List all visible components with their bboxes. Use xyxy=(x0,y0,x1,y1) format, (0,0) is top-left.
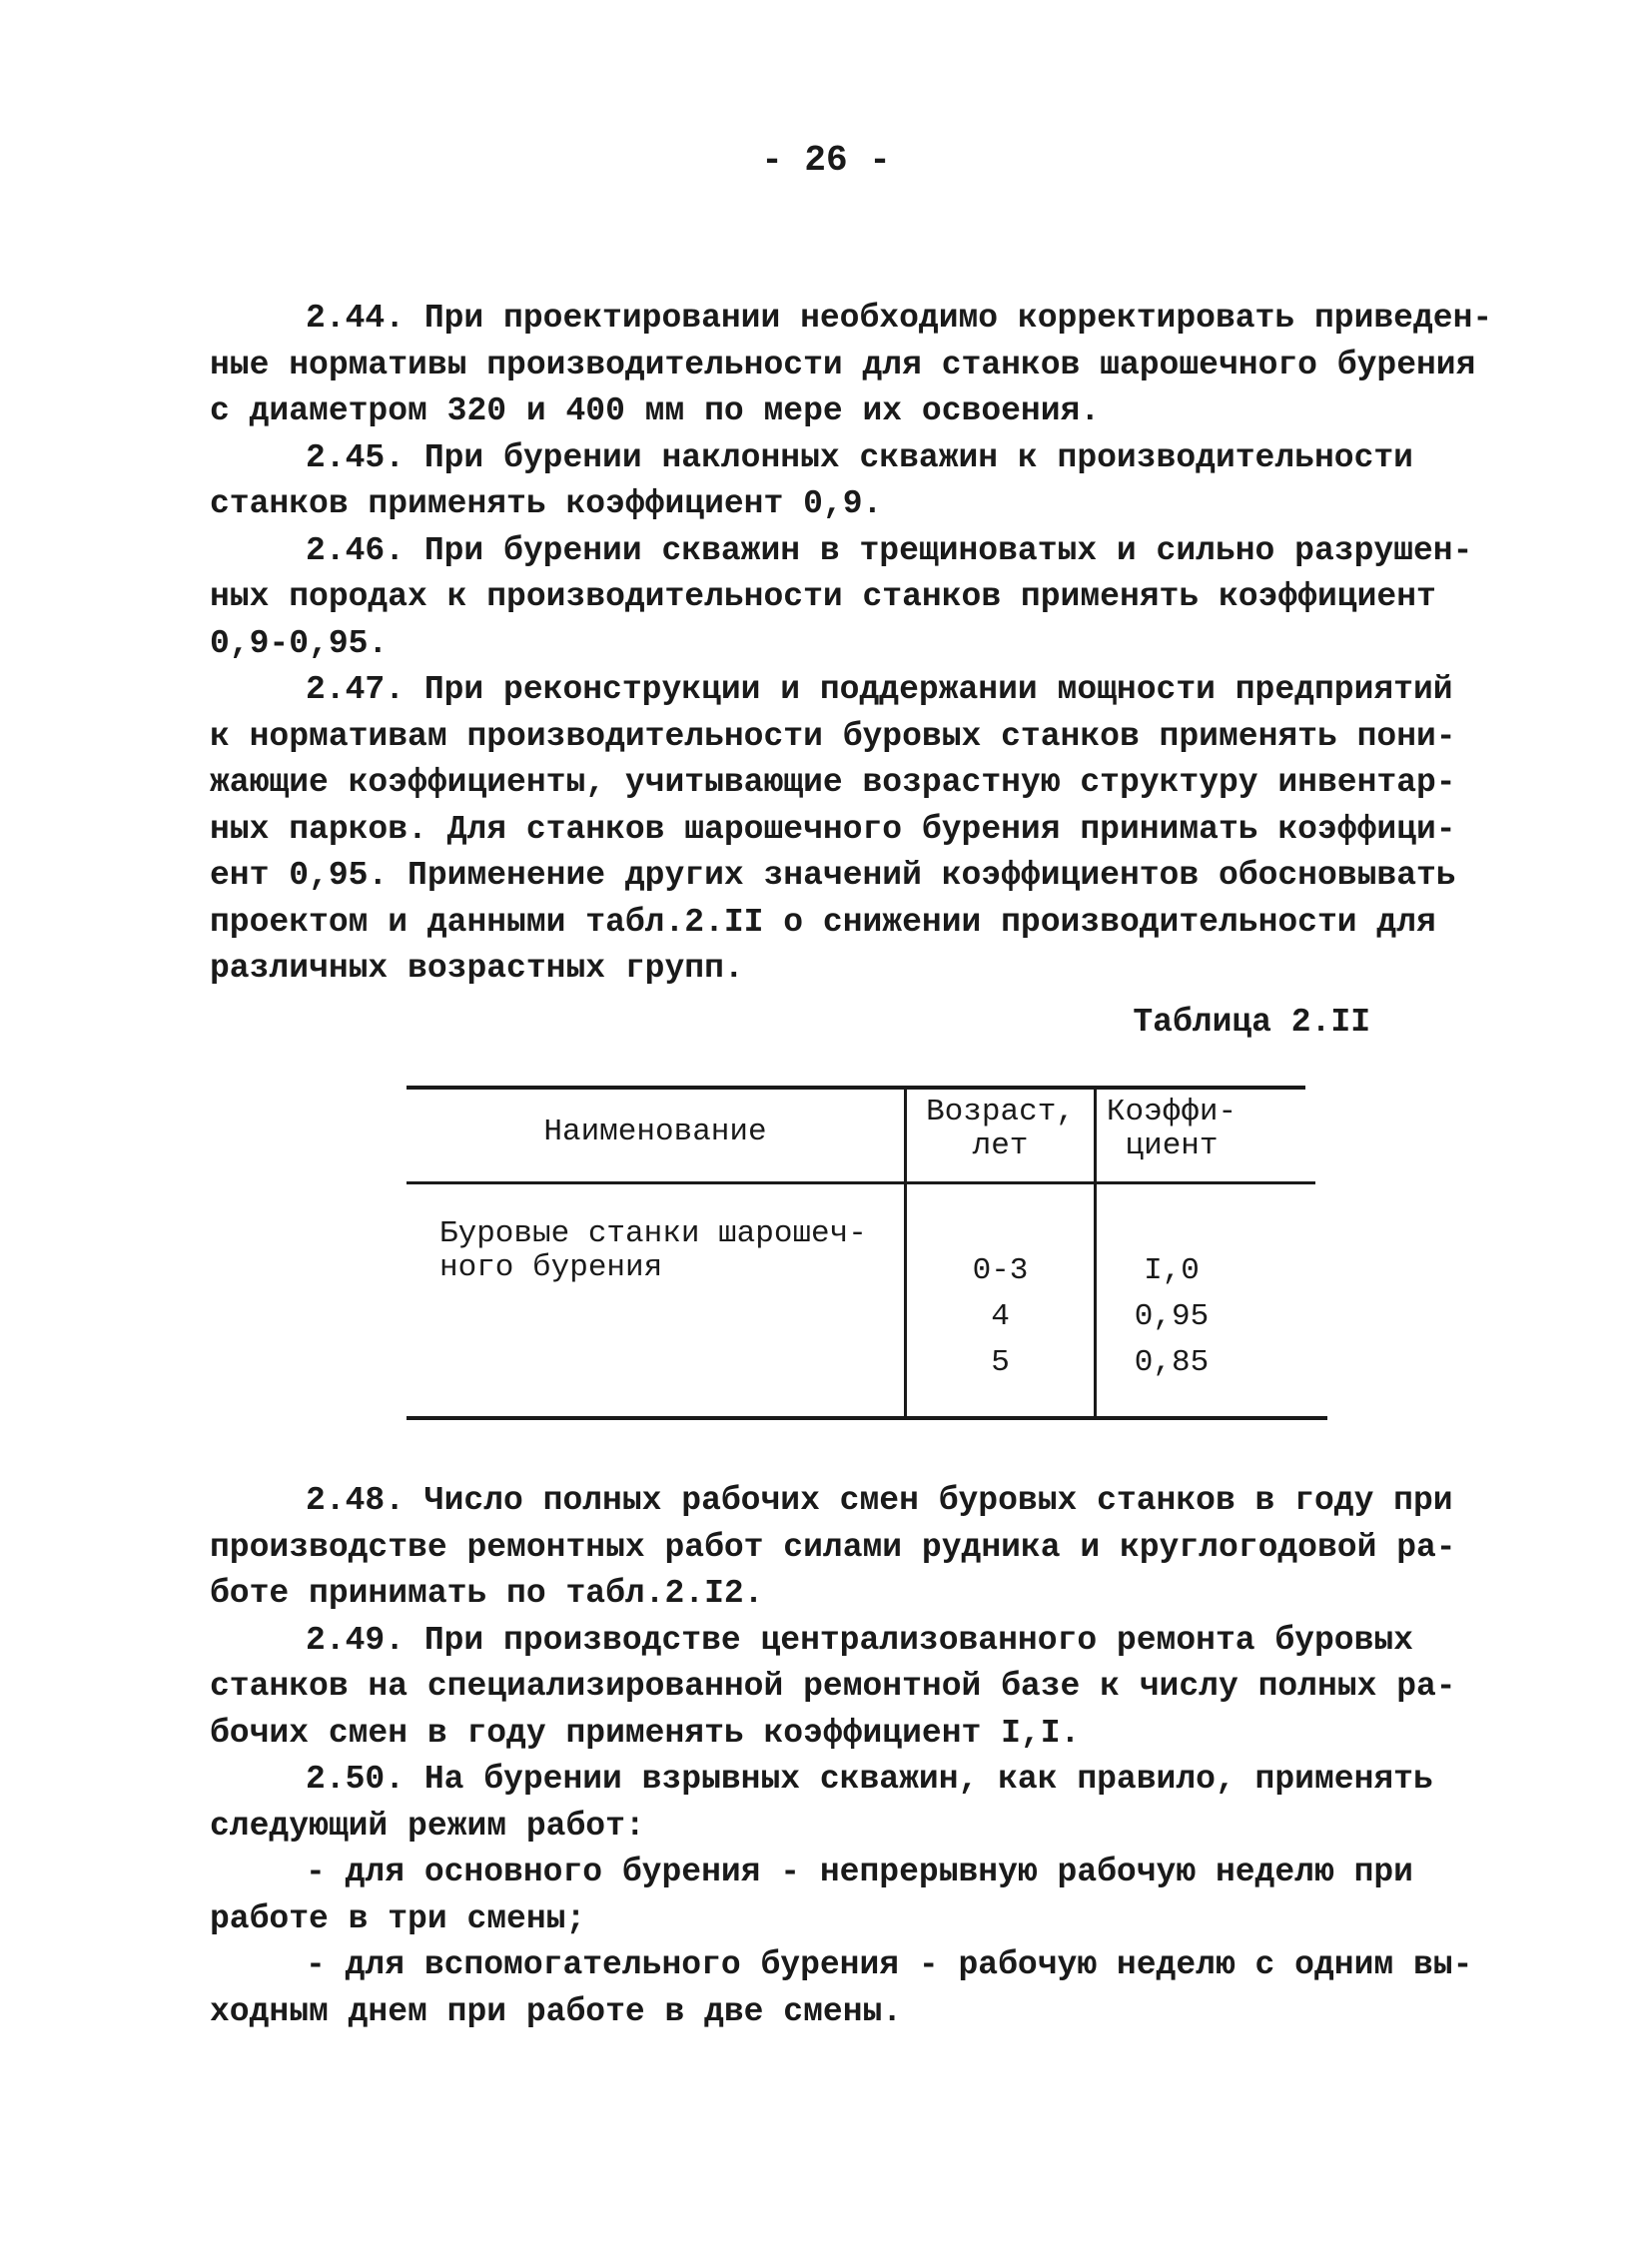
text-line: 2.44. При проектировании необходимо корректировать приведен- xyxy=(306,300,1493,337)
text-line: 2.49. При производстве централизованного ремонта буровых xyxy=(306,1621,1413,1659)
header-coefficient xyxy=(1097,1096,1246,1163)
text-line: боте принимать по табл.2.I2. xyxy=(210,1575,764,1612)
header-coef-line1: Коэффи- xyxy=(1106,1095,1238,1129)
row-coefficients xyxy=(1097,1248,1246,1386)
paragraph-2-48 xyxy=(210,1478,1456,1618)
coefficient-value: I,0 xyxy=(1144,1253,1200,1288)
text-line: ент 0,95. Применение других значений коэффициентов обосновывать xyxy=(210,857,1456,894)
header-age xyxy=(907,1096,1094,1163)
text-line: ные нормативы производительности для станков шарошечного бурения xyxy=(210,346,1476,383)
age-value: 5 xyxy=(991,1345,1010,1380)
text-line: работе в три смены; xyxy=(210,1899,586,1937)
header-name: Наименование xyxy=(543,1115,767,1149)
row-name-line1: Буровые станки шарошеч- xyxy=(439,1216,867,1251)
text-line: - для основного бурения - непрерывную рабочую неделю при xyxy=(306,1854,1413,1890)
row-ages xyxy=(907,1248,1094,1386)
text-line: к нормативам производительности буровых станков применять пони- xyxy=(210,717,1456,755)
header-age-line1: Возраст, xyxy=(926,1095,1075,1129)
paragraph-2-47 xyxy=(210,667,1456,993)
header-coef-line2: циент xyxy=(1125,1128,1219,1163)
text-line: следующий режим работ: xyxy=(210,1807,645,1845)
text-line: 2.46. При бурении скважин в трещиноватых и сильно разрушен- xyxy=(306,531,1473,569)
text-line: ходным днем при работе в две смены. xyxy=(210,1992,903,2030)
text-line: ных парков. Для станков шарошечного бурения принимать коэффици- xyxy=(210,810,1456,848)
text-line: различных возрастных групп. xyxy=(210,950,744,987)
bottom-text-block xyxy=(210,1478,1473,2035)
text-line: 2.45. При бурении наклонных скважин к производительности xyxy=(306,438,1413,476)
list-item-auxiliary-drilling xyxy=(210,1942,1473,2035)
page-number: - 26 - xyxy=(761,140,891,181)
list-item-main-drilling xyxy=(210,1850,1448,1942)
paragraph-2-46 xyxy=(210,528,1473,668)
age-value: 0-3 xyxy=(972,1253,1029,1288)
table-header-rule xyxy=(407,1181,1315,1184)
text-line: с диаметром 320 и 400 мм по мере их освоения. xyxy=(210,392,1101,429)
paragraph-2-50 xyxy=(210,1757,1448,1850)
table-2-11 xyxy=(407,1086,1327,1420)
row-name xyxy=(439,1217,899,1285)
text-line: станков на специализированной ремонтной базе к числу полных ра- xyxy=(210,1668,1456,1705)
text-line: - для вспомогательного бурения - рабочую неделю с одним вы- xyxy=(306,1946,1473,1983)
text-line: 2.50. На бурении взрывных скважин, как правило, применять xyxy=(306,1761,1433,1798)
header-age-line2: лет xyxy=(972,1128,1029,1163)
text-line: бочих смен в году применять коэффициент I,I. xyxy=(210,1714,1081,1752)
row-name-line2: ного бурения xyxy=(439,1250,663,1285)
text-line: проектом и данными табл.2.II о снижении производительности для xyxy=(210,903,1436,941)
text-line: жающие коэффициенты, учитывающие возрастную структуру инвентар- xyxy=(210,764,1456,801)
text-line: ных породах к производительности станков применять коэффициент xyxy=(210,578,1436,615)
text-line: 2.47. При реконструкции и поддержании мощности предприятий xyxy=(306,671,1453,708)
paragraph-2-49 xyxy=(210,1618,1456,1758)
table-top-rule xyxy=(407,1086,1305,1090)
coefficient-value: 0,85 xyxy=(1134,1345,1210,1380)
coefficient-value: 0,95 xyxy=(1134,1299,1210,1334)
table-bottom-rule xyxy=(407,1416,1327,1420)
table-caption: Таблица 2.II xyxy=(1133,1004,1370,1041)
text-line: 0,9-0,95. xyxy=(210,624,389,662)
paragraph-2-44 xyxy=(210,296,1493,435)
text-line: 2.48. Число полных рабочих смен буровых станков в году при xyxy=(306,1482,1453,1519)
text-line: станков применять коэффициент 0,9. xyxy=(210,485,883,522)
text-line: производстве ремонтных работ силами рудника и круглогодовой ра- xyxy=(210,1528,1456,1566)
top-text-block xyxy=(210,296,1493,993)
age-value: 4 xyxy=(991,1299,1010,1334)
paragraph-2-45 xyxy=(210,435,1448,528)
